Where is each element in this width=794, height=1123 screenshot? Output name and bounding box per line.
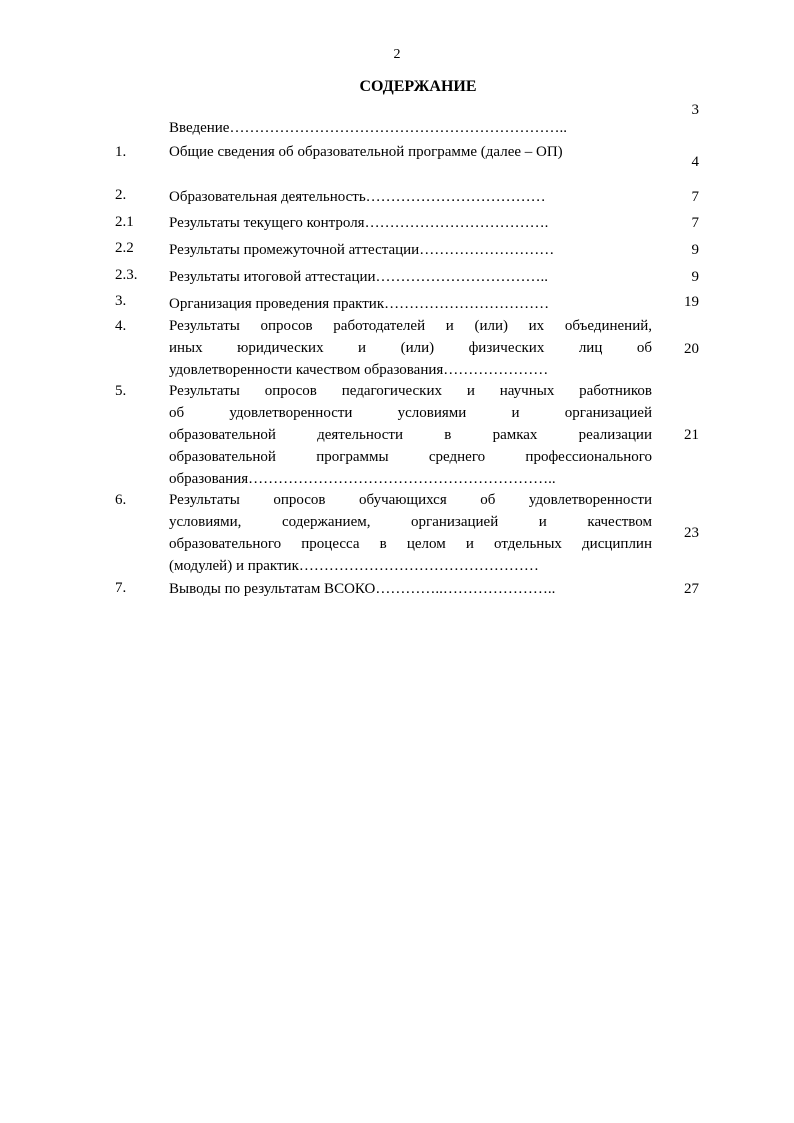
toc-entry-page: 20	[684, 341, 699, 357]
toc-entry-title	[169, 211, 652, 233]
toc-entry-title	[169, 141, 652, 163]
toc-entry-title	[169, 117, 652, 139]
toc-entry-title-line: образовательной программы среднего профессионального	[169, 449, 652, 465]
toc-entry-page: 9	[691, 242, 699, 258]
toc-entry-page: 23	[684, 525, 699, 541]
toc-entry-number: 3.	[115, 293, 127, 309]
toc-entry-title-line: Образовательная деятельность………………………………	[169, 189, 546, 205]
toc-entry-title-line: Организация проведения практик……………………………	[169, 296, 550, 312]
toc-entry-page: 19	[684, 294, 699, 310]
toc-entry-title-line: образовательного процесса в целом и отдельных дисциплин	[169, 536, 652, 552]
toc-entry-number: 5.	[115, 383, 127, 399]
toc-entry-title-line: Выводы по результатам ВСОКО…………..…………………..	[169, 581, 556, 597]
toc-entry-title-line: Общие сведения об образовательной программе (далее – ОП)	[169, 144, 563, 160]
toc-entry-title-line: Результаты опросов обучающихся об удовлетворенности	[169, 492, 652, 508]
toc-entry-title	[169, 489, 652, 577]
toc-entry-title-line: об удовлетворенности условиями и организацией	[169, 405, 652, 421]
toc-entry-title	[169, 380, 652, 490]
toc-entry-title-line: Результаты итоговой аттестации……………………………..	[169, 269, 549, 285]
toc-entry-title	[169, 315, 652, 381]
toc-entry-page: 7	[691, 189, 699, 205]
toc-entry-title	[169, 577, 652, 599]
toc-entry-page: 3	[691, 102, 699, 118]
toc-entry-title-line: образования……………………………………………………..	[169, 471, 556, 487]
toc-entry-number: 2.1	[115, 214, 134, 230]
toc-entry-title	[169, 237, 652, 259]
toc-entry-title-line: Результаты промежуточной аттестации………………………	[169, 242, 555, 258]
toc-entry-title	[169, 184, 652, 206]
page-number: 2	[393, 47, 401, 62]
toc-entry-title-line: Результаты опросов педагогических и научных работников	[169, 383, 652, 399]
toc-entry-number: 2.2	[115, 240, 134, 256]
toc-heading: СОДЕРЖАНИЕ	[359, 78, 477, 95]
toc-entry-number: 6.	[115, 492, 127, 508]
toc-entry-number: 2.	[115, 187, 127, 203]
toc-entry-title-line: Введение…………………………………………………………..	[169, 120, 567, 136]
toc-entry-title-line: образовательной деятельности в рамках реализации	[169, 427, 652, 443]
toc-entry-page: 9	[691, 269, 699, 285]
toc-entry-page: 21	[684, 427, 699, 443]
toc-entry-title-line: Результаты опросов работодателей и (или) их объединений,	[169, 318, 652, 334]
toc-entry-number: 2.3.	[115, 267, 138, 283]
toc-entry-title-line: удовлетворенности качеством образования…………………	[169, 362, 549, 378]
toc-entry-number: 1.	[115, 144, 127, 160]
toc-entry-page: 27	[684, 581, 699, 597]
toc-entry-page: 7	[691, 215, 699, 231]
toc-entry-number: 4.	[115, 318, 127, 334]
toc-entry-title-line: иных юридических и (или) физических лиц об	[169, 340, 652, 356]
toc-entry-title-line: (модулей) и практик…………………………………………	[169, 558, 539, 574]
toc-entry-page: 4	[691, 154, 699, 170]
toc-entry-title-line: условиями, содержанием, организацией и качеством	[169, 514, 652, 530]
toc-entry-number: 7.	[115, 580, 127, 596]
toc-entry-title	[169, 264, 652, 286]
toc-entry-title-line: Результаты текущего контроля……………………………….	[169, 215, 549, 231]
toc-entry-title	[169, 290, 652, 312]
